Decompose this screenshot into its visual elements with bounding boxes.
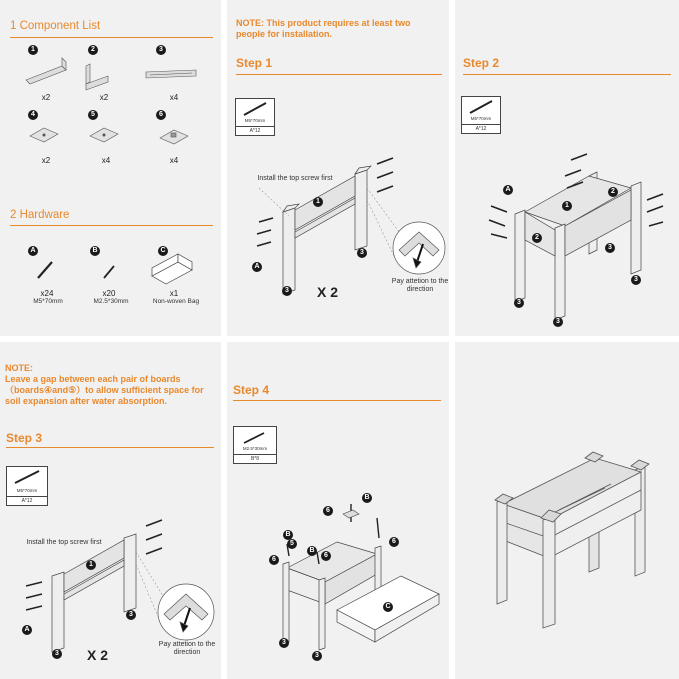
part-4-qty: x2 <box>41 156 51 165</box>
hardware-c-label: C <box>158 246 168 256</box>
component-list-panel <box>0 0 221 336</box>
tool-spec: M5*70mm <box>470 116 492 121</box>
non-woven-bag-icon <box>152 254 192 284</box>
note-text: Leave a gap between each pair of boards（boards④and⑤）to allow sufficient space for soil expansion after water absorption. <box>5 374 204 406</box>
install-instruction: Install the top screw first <box>26 539 102 546</box>
hardware-c-qty: x1 <box>169 289 179 298</box>
callout-post-3-right: 3 <box>631 275 641 285</box>
install-instruction: Install the top screw first <box>257 175 333 182</box>
tool-count: A*12 <box>236 126 274 134</box>
tool-spec: M5*70mm <box>244 118 266 123</box>
callout-post-3-right: 3 <box>357 248 367 258</box>
callout-post-3-left: 3 <box>514 298 524 308</box>
step-2-panel <box>455 0 679 336</box>
hardware-b-spec: M2.5*30mm <box>93 298 129 305</box>
step-3-panel <box>0 342 221 679</box>
hardware-a-qty: x24 <box>40 289 54 298</box>
part-6-plate <box>160 130 188 144</box>
callout-screw-a: A <box>252 262 262 272</box>
screw-a-icon <box>38 262 52 278</box>
repeat-multiplier: X 2 <box>87 647 109 663</box>
step-3-illustration <box>0 342 221 679</box>
step-4-panel <box>227 342 449 679</box>
hardware-b-label: B <box>90 246 100 256</box>
callout-screw-a: A <box>503 185 513 195</box>
hardware-c-spec: Non-woven Bag <box>152 298 200 305</box>
direction-note: Pay attetion to the direction <box>391 278 449 293</box>
assembled-planter-illustration <box>455 342 679 679</box>
part-1-label: 1 <box>28 45 38 55</box>
step-2-title: Step 2 <box>463 56 500 70</box>
step-4-title: Step 4 <box>233 383 270 397</box>
callout-board-2-back: 2 <box>608 187 618 197</box>
step-4-illustration <box>227 342 449 679</box>
part-6-qty: x4 <box>169 156 179 165</box>
part-4-plate <box>30 128 58 142</box>
callout-board-1: 1 <box>86 560 96 570</box>
callout-post-3-left: 3 <box>279 638 289 648</box>
repeat-multiplier: X 2 <box>317 284 339 300</box>
finished-planter-panel <box>455 342 679 679</box>
callout-plate-6-mid: 6 <box>321 551 331 561</box>
callout-plate-6-left: 6 <box>269 555 279 565</box>
callout-board-1: 1 <box>313 197 323 207</box>
step-1-panel <box>227 0 449 336</box>
tool-spec: M2.5*30mm <box>242 446 268 451</box>
callout-post-3-front: 3 <box>312 651 322 661</box>
hardware-a-label: A <box>28 246 38 256</box>
two-people-note: NOTE: This product requires at least two people for installation. <box>236 18 411 39</box>
tool-spec: M5*70mm <box>16 488 38 493</box>
callout-screw-b-mid: B <box>307 546 317 556</box>
callout-plate-5: 5 <box>287 539 297 549</box>
callout-screw-b-left: B <box>283 530 293 540</box>
callout-post-3-left: 3 <box>52 649 62 659</box>
step-2-illustration <box>455 0 679 336</box>
part-1-qty: x2 <box>41 93 51 102</box>
part-5-plate <box>90 128 118 142</box>
note-label: NOTE: <box>5 363 33 373</box>
part-5-qty: x4 <box>101 156 111 165</box>
tool-count: A*12 <box>462 124 500 132</box>
part-4-label: 4 <box>28 110 38 120</box>
part-2-label: 2 <box>88 45 98 55</box>
callout-plate-6-right: 6 <box>389 537 399 547</box>
tool-count: B*8 <box>234 454 276 462</box>
callout-bag-c: C <box>383 602 393 612</box>
callout-board-2-front: 2 <box>532 233 542 243</box>
step-1-title: Step 1 <box>236 56 273 70</box>
part-6-label: 6 <box>156 110 166 120</box>
part-3-label: 3 <box>156 45 166 55</box>
hardware-a-spec: M5*70mm <box>33 298 63 305</box>
screw-b-icon <box>104 266 114 278</box>
part-2-board <box>86 64 108 90</box>
part-3-leg <box>146 70 196 78</box>
callout-screw-b-top: B <box>362 493 372 503</box>
part-5-label: 5 <box>88 110 98 120</box>
hardware-title: 2 Hardware <box>10 209 70 221</box>
callout-plate-6-top: 6 <box>323 506 333 516</box>
callout-post-3-front: 3 <box>553 317 563 327</box>
callout-post-3-mid: 3 <box>605 243 615 253</box>
component-list-title: 1 Component List <box>10 20 101 32</box>
callout-screw-a: A <box>22 625 32 635</box>
part-3-qty: x4 <box>169 93 179 102</box>
title-underline <box>10 225 213 226</box>
callout-board-1: 1 <box>562 201 572 211</box>
tool-count: A*12 <box>7 496 47 504</box>
direction-note: Pay attetion to the direction <box>158 641 216 656</box>
step-3-title: Step 3 <box>6 431 43 445</box>
part-1-board <box>26 58 66 84</box>
callout-post-3-right: 3 <box>126 610 136 620</box>
part-2-qty: x2 <box>99 93 109 102</box>
callout-post-3-left: 3 <box>282 286 292 296</box>
hardware-b-qty: x20 <box>102 289 116 298</box>
